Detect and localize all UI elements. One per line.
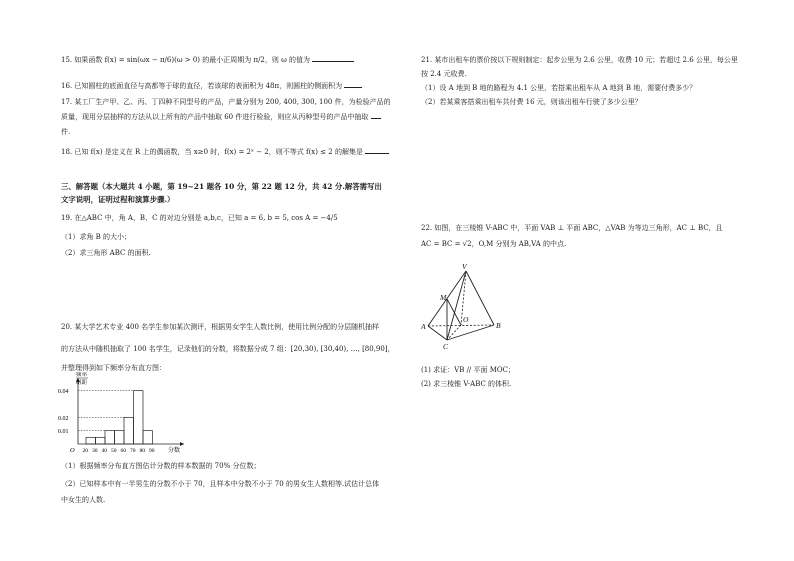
- question-15-text: 15. 如果函数 f(x) = sin(ωx − π/6)(ω > 0) 的最小正周期为 π/2，则 ω 的值为: [61, 56, 311, 64]
- x-tick-label: 20: [82, 448, 89, 454]
- question-21-line1: 21. 某市出租车的票价按以下规则制定：起步公里为 2.6 公里，收费 10 元；若超过 2.6 公里，每公里: [421, 56, 738, 64]
- x-tick-label: 50: [111, 448, 117, 454]
- question-19: 19. 在△ABC 中，角 A、B、C 的对边分别是 a,b,c，已知 a = 6, b = 5, cos A = −4/5: [61, 214, 338, 222]
- question-17-line3: 件.: [61, 128, 71, 136]
- question-21-line2: 按 2.4 元收费.: [421, 70, 467, 78]
- y-tick-label: 0.02: [58, 415, 69, 422]
- question-16-text: 16. 已知圆柱的底面直径与高都等于球的直径，若该球的表面积为 48π，则圆柱的侧面积为: [61, 82, 343, 90]
- question-16: [61, 82, 362, 91]
- question-17-line2-text: 质量，现用分层抽样的方法从以上所有的产品中抽取 60 件进行检验，则应从丙种型号的产品中抽取: [61, 113, 369, 121]
- x-tick-label: 30: [92, 448, 98, 454]
- edge-vb: [466, 271, 494, 325]
- label-m: M: [440, 293, 447, 302]
- x-tick-label: 60: [120, 448, 127, 454]
- label-o: O: [463, 315, 469, 324]
- question-21-part1: （1）设 A 地到 B 地的路程为 4.1 公里，若搭乘出租车从 A 地到 B 地，需要付费多少？: [421, 84, 697, 92]
- label-c: C: [443, 342, 449, 351]
- x-axis-label: 分数: [168, 448, 181, 454]
- x-tick-label: 40: [101, 448, 108, 454]
- question-17-line1: 17. 某工厂生产甲、乙、丙、丁四种不同型号的产品，产量分别为 200, 400, 300, 100 件，为检验产品的: [61, 98, 391, 106]
- origin-label: O: [70, 447, 75, 454]
- question-22-part2: (2) 求三棱锥 V-ABC 的体积.: [421, 380, 512, 388]
- answer-blank: [365, 153, 389, 154]
- histogram-bar: [105, 431, 115, 444]
- x-axis-arrow-icon: [180, 442, 184, 446]
- x-tick-label: 90: [149, 448, 155, 454]
- histogram-bar: [143, 431, 153, 444]
- histogram-bar: [96, 437, 106, 444]
- histogram-bar: [134, 391, 144, 444]
- histogram-bar: [124, 417, 134, 444]
- y-axis-label-top: 频率: [76, 372, 88, 378]
- y-axis-label-bottom: 组距: [76, 380, 88, 386]
- question-18: [61, 148, 389, 157]
- question-20-line3: 并整理得到如下频率分布直方图：: [61, 364, 166, 372]
- y-tick-label: 0.01: [58, 429, 69, 436]
- x-tick-label: 80: [139, 448, 146, 454]
- section-3-heading-line2: 文字说明，证明过程和演算步骤.）: [61, 195, 175, 204]
- answer-blank: [344, 87, 362, 88]
- question-20-part2-line1: （2）已知样本中有一半男生的分数不小于 70，且样本中分数不小于 70 的男女生人数相等.试估计总体: [61, 480, 380, 488]
- question-22-line1: 22. 如图，在三棱锥 V-ABC 中，平面 VAB ⊥ 平面 ABC，△VAB 为等边三角形，AC ⊥ BC，且: [421, 224, 723, 232]
- edge-bc: [447, 325, 494, 340]
- frequency-histogram: [56, 372, 196, 462]
- question-22-part1: (1) 求证：VB // 平面 MOC；: [421, 366, 515, 374]
- answer-blank: [312, 61, 354, 62]
- edge-ac: [428, 326, 447, 340]
- question-20-line1: 20. 某大学艺术专业 400 名学生参加某次测评，根据男女学生人数比例，使用比例分配的分层随机抽样: [61, 323, 380, 331]
- question-21-part2: （2）若某乘客搭乘出租车共付费 16 元，则该出租车行驶了多少公里？: [421, 98, 642, 106]
- pyramid-figure: [418, 260, 518, 355]
- question-19-part2: （2）求三角形 ABC 的面积.: [61, 249, 151, 257]
- question-22-line2: AC = BC = √2，O,M 分别为 AB,VA 的中点.: [421, 240, 567, 248]
- section-3-heading: 三、解答题（本大题共 4 小题，第 19~21 题各 10 分，第 22 题 12 分，共 42 分.解答需写出: [61, 182, 382, 191]
- question-15: [61, 56, 354, 65]
- label-a: A: [421, 322, 426, 331]
- question-20-part1: （1）根据频率分布直方图估计分数的样本数据的 70% 分位数；: [61, 462, 261, 470]
- x-tick-label: 70: [130, 448, 136, 454]
- histogram-bar: [86, 437, 96, 444]
- question-20-part2-line2: 中女生的人数.: [61, 496, 106, 504]
- question-17-line2: [61, 113, 381, 122]
- label-v: V: [462, 262, 467, 271]
- histogram-bar: [115, 431, 125, 444]
- question-19-part1: （1）求角 B 的大小；: [61, 233, 132, 241]
- answer-blank: [371, 118, 381, 119]
- question-18-text: 18. 已知 f(x) 是定义在 R 上的偶函数，当 x≥0 时，f(x) = 2ˣ − 2，则不等式 f(x) ≤ 2 的解集是: [61, 148, 363, 156]
- y-tick-label: 0.04: [58, 389, 69, 396]
- segment-mo: [447, 299, 461, 325]
- question-20-line2: 的方法从中随机抽取了 100 名学生，记录他们的分数，将数据分成 7 组：[20,30), [30,40), …, [80,90]，: [61, 345, 395, 353]
- label-b: B: [496, 321, 501, 330]
